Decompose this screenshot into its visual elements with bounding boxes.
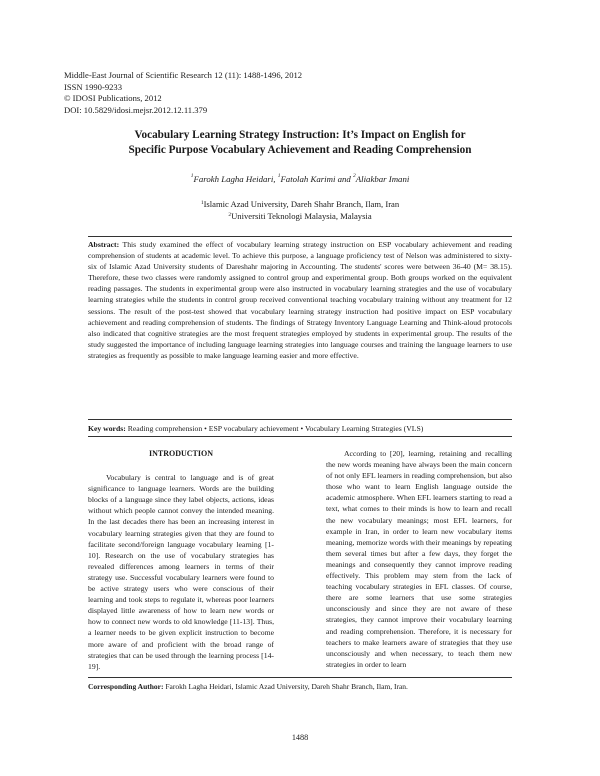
abstract — [88, 239, 512, 361]
right-column — [326, 448, 512, 670]
keywords-text: Reading comprehension • ESP vocabulary achievement • Vocabulary Learning Strategies (VLS) — [127, 424, 424, 433]
title-line-2: Specific Purpose Vocabulary Achievement and Reading Comprehension — [128, 144, 472, 156]
page-number: 1488 — [291, 733, 309, 742]
author-3-name: Aliakbar Imani — [355, 174, 410, 184]
author-1-affiliation-mark: 1 — [190, 173, 194, 179]
intro-paragraph-left: Vocabulary is central to language and is of great significance to language learners. Words are the building blocks of a language since they label objects, actions, ideas without which people cannot convey the intended meaning. In the last decades there has been an increasing interest in vocabulary learning strategies given that they are found to facilitate second/foreign language vocabulary learning [1-10]. Research on the use of vocabulary strategies has revealed differences among learners in terms of their strategy use. Successful vocabulary learners were found to be active strategy users who were conscious of their learning and took steps to regulate it, whereas poor learners displayed little awareness of how to learn new words or how to connect new words to old knowledge [11-13]. Thus, a learner needs to be given explicit instruction to become more aware of and proficient with the broad range of strategies that can be used through the learning process [14-19]. — [88, 473, 274, 671]
affiliation-2-text: Universiti Teknologi Malaysia, Malaysia — [231, 211, 372, 221]
author-2-affiliation-mark: 1 — [277, 173, 281, 179]
abstract-text: This study examined the effect of vocabulary learning strategy instruction on ESP vocabulary achievement and reading comprehension of students at academic level. To achieve this purpose, a language proficiency test of Nelson was administered to sixty-six of Islamic Azad University students of Dareshahr majoring in Accounting. The students' scores were between 36-40 (M= 38.15). Therefore, these two classes were randomly assigned to control group and experimental group. Both groups worked on the equivalent reading passages. The students in experimental group were also instructed in vocabulary learning strategies and the use of vocabulary learning strategies while the students in control group received conventional teaching vocabulary training without any treatment for 12 sessions. The result of the post-test showed that vocabulary learning strategy instruction had positive impact on ESP vocabulary achievement and reading comprehension of students. The findings of Strategy Inventory Language Learning and Think-aloud protocols also indicated that cognitive strategies are the most frequent strategies employed by students in experimental group. The results of the study suggested the importance of including language learning strategies into language courses and training the language learners to use strategies as frequently as possible to make language learning easier and more effective. — [88, 240, 512, 360]
journal-copyright: © IDOSI Publications, 2012 — [64, 93, 162, 103]
title-line-1: Vocabulary Learning Strategy Instruction: It’s Impact on English for — [134, 129, 466, 141]
author-2-name: Fatolah Karimi and — [280, 174, 354, 184]
abstract-top-rule — [88, 236, 512, 237]
corresponding-label: Corresponding Author: — [88, 682, 164, 691]
corresponding-author — [88, 682, 408, 691]
journal-issn: ISSN 1990-9233 — [64, 81, 123, 92]
intro-paragraph-right: According to [20], learning, retaining and recalling the new words meaning have always been the main concern of not only EFL learners in reading comprehension, but also those who want to learn English language outside the academic atmosphere. When EFL learners starting to read a text, what comes to their minds is how to learn and recall the new vocabulary meanings; most EFL learners, for example in Iran, in order to learn new vocabulary items meaning, memorize words with their meanings by repeating them several times but after a few days, they forget the meanings and consequently they cannot improve reading effectively. This problem may stem from the lack of teaching vocabulary strategies in EFL classes. Of course, there are some learners that use some strategies unconsciously and since they are not aware of these strategies, they cannot improve their vocabulary learning and reading comprehension. Therefore, it is necessary for teachers to make learners aware of strategies that they use unconsciously and when necessary, to teach them new strategies in order to learn — [326, 449, 512, 669]
affiliation-1-text: Islamic Azad University, Dareh Shahr Branch, Ilam, Iran — [203, 199, 400, 209]
affiliation-1 — [60, 198, 540, 210]
abstract-label: Abstract: — [88, 240, 120, 249]
affiliation-2-mark: 2 — [228, 212, 232, 218]
journal-doi: DOI: 10.5829/idosi.mejsr.2012.12.11.379 — [64, 104, 208, 115]
footnote-rule — [88, 677, 512, 678]
journal-citation: Middle-East Journal of Scientific Research 12 (11): 1488-1496, 2012 — [64, 70, 303, 80]
keywords — [88, 424, 512, 433]
keywords-label: Key words: — [88, 424, 126, 433]
author-1-name: Farokh Lagha Heidari, — [193, 174, 278, 184]
left-column — [88, 448, 274, 672]
author-3-affiliation-mark: 2 — [353, 173, 356, 179]
author-list — [60, 174, 540, 184]
affiliations — [60, 198, 540, 222]
paper-title — [80, 128, 520, 158]
keywords-bottom-rule — [88, 436, 512, 437]
introduction-heading: INTRODUCTION — [148, 449, 213, 458]
affiliation-2 — [60, 210, 540, 222]
journal-header — [64, 70, 302, 116]
affiliation-1-mark: 1 — [200, 200, 204, 206]
corresponding-text: Farokh Lagha Heidari, Islamic Azad University, Dareh Shahr Branch, Ilam, Iran. — [165, 682, 408, 691]
keywords-top-rule — [88, 419, 512, 420]
